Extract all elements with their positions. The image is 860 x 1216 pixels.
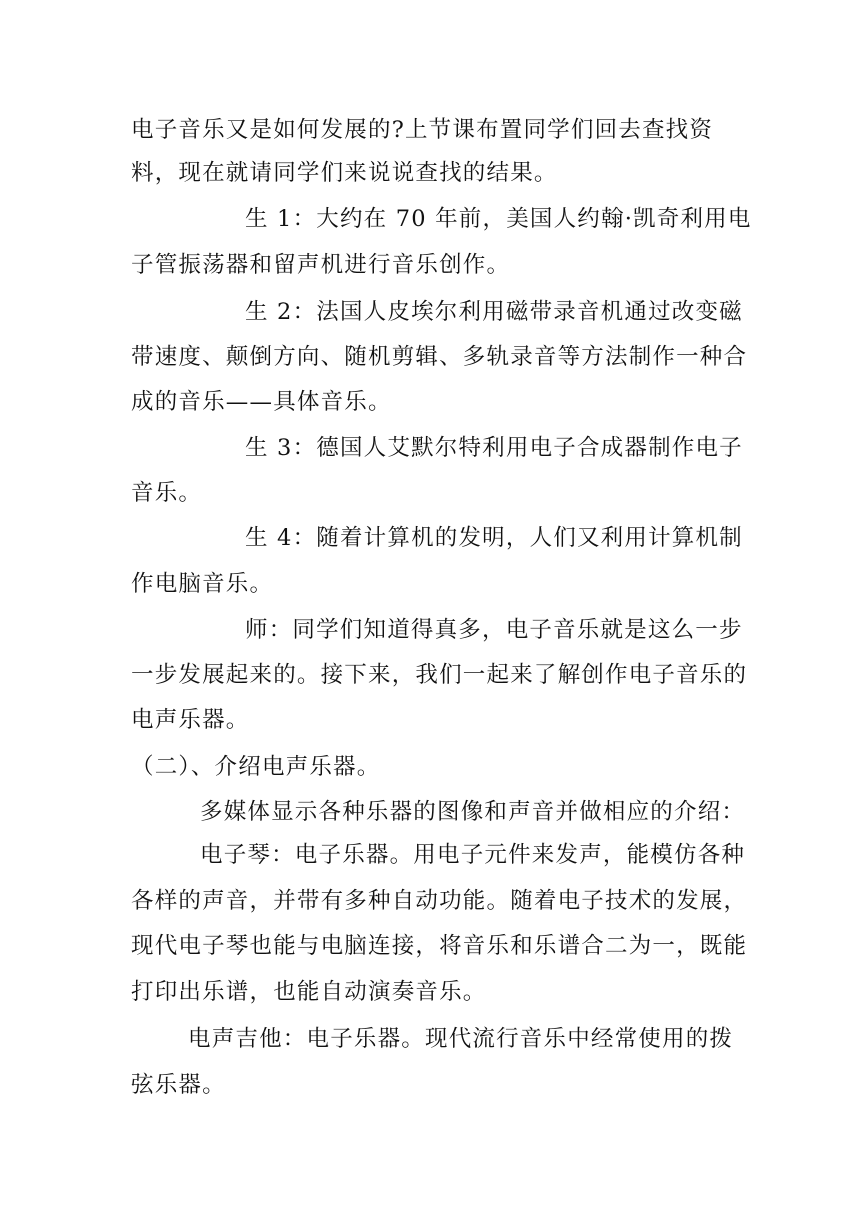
text-line: 成的音乐——具体音乐。 bbox=[131, 389, 392, 415]
text-line: 打印出乐谱，也能自动演奏音乐。 bbox=[131, 979, 487, 1005]
text-line: 电子琴：电子乐器。用电子元件来发声，能模仿各种 bbox=[200, 842, 746, 868]
text-line: 音乐。 bbox=[131, 480, 203, 506]
text-line: 师：同学们知道得真多，电子音乐就是这么一步 bbox=[245, 617, 743, 643]
text-line: 料，现在就请同学们来说说查找的结果。 bbox=[131, 160, 558, 186]
text-line: 一步发展起来的。接下来，我们一起来了解创作电子音乐的 bbox=[131, 662, 748, 688]
section-heading: （二）、介绍电声乐器。 bbox=[131, 754, 381, 780]
text-line: 生 4：随着计算机的发明，人们又利用计算机制 bbox=[245, 525, 743, 551]
text-line: 带速度、颠倒方向、随机剪辑、多轨录音等方法制作一种合 bbox=[131, 344, 748, 370]
text-line: 各样的声音，并带有多种自动功能。随着电子技术的发展， bbox=[131, 888, 748, 914]
text-line: 电子音乐又是如何发展的?上节课布置同学们回去查找资 bbox=[131, 117, 714, 143]
text-line: 电声乐器。 bbox=[131, 707, 250, 733]
text-line: 生 1：大约在 70 年前，美国人约翰·凯奇利用电 bbox=[245, 206, 752, 232]
text-line: 多媒体显示各种乐器的图像和声音并做相应的介绍： bbox=[200, 799, 746, 825]
text-line: 弦乐器。 bbox=[131, 1072, 226, 1098]
text-line: 作电脑音乐。 bbox=[131, 571, 274, 597]
text-line: 电声吉他：电子乐器。现代流行音乐中经常使用的拨 bbox=[188, 1026, 734, 1052]
text-line: 生 2：法国人皮埃尔利用磁带录音机通过改变磁 bbox=[245, 299, 743, 325]
text-line: 子管振荡器和留声机进行音乐创作。 bbox=[131, 252, 511, 278]
text-line: 现代电子琴也能与电脑连接，将音乐和乐谱合二为一，既能 bbox=[131, 933, 748, 959]
text-line: 生 3：德国人艾默尔特利用电子合成器制作电子 bbox=[245, 435, 743, 461]
